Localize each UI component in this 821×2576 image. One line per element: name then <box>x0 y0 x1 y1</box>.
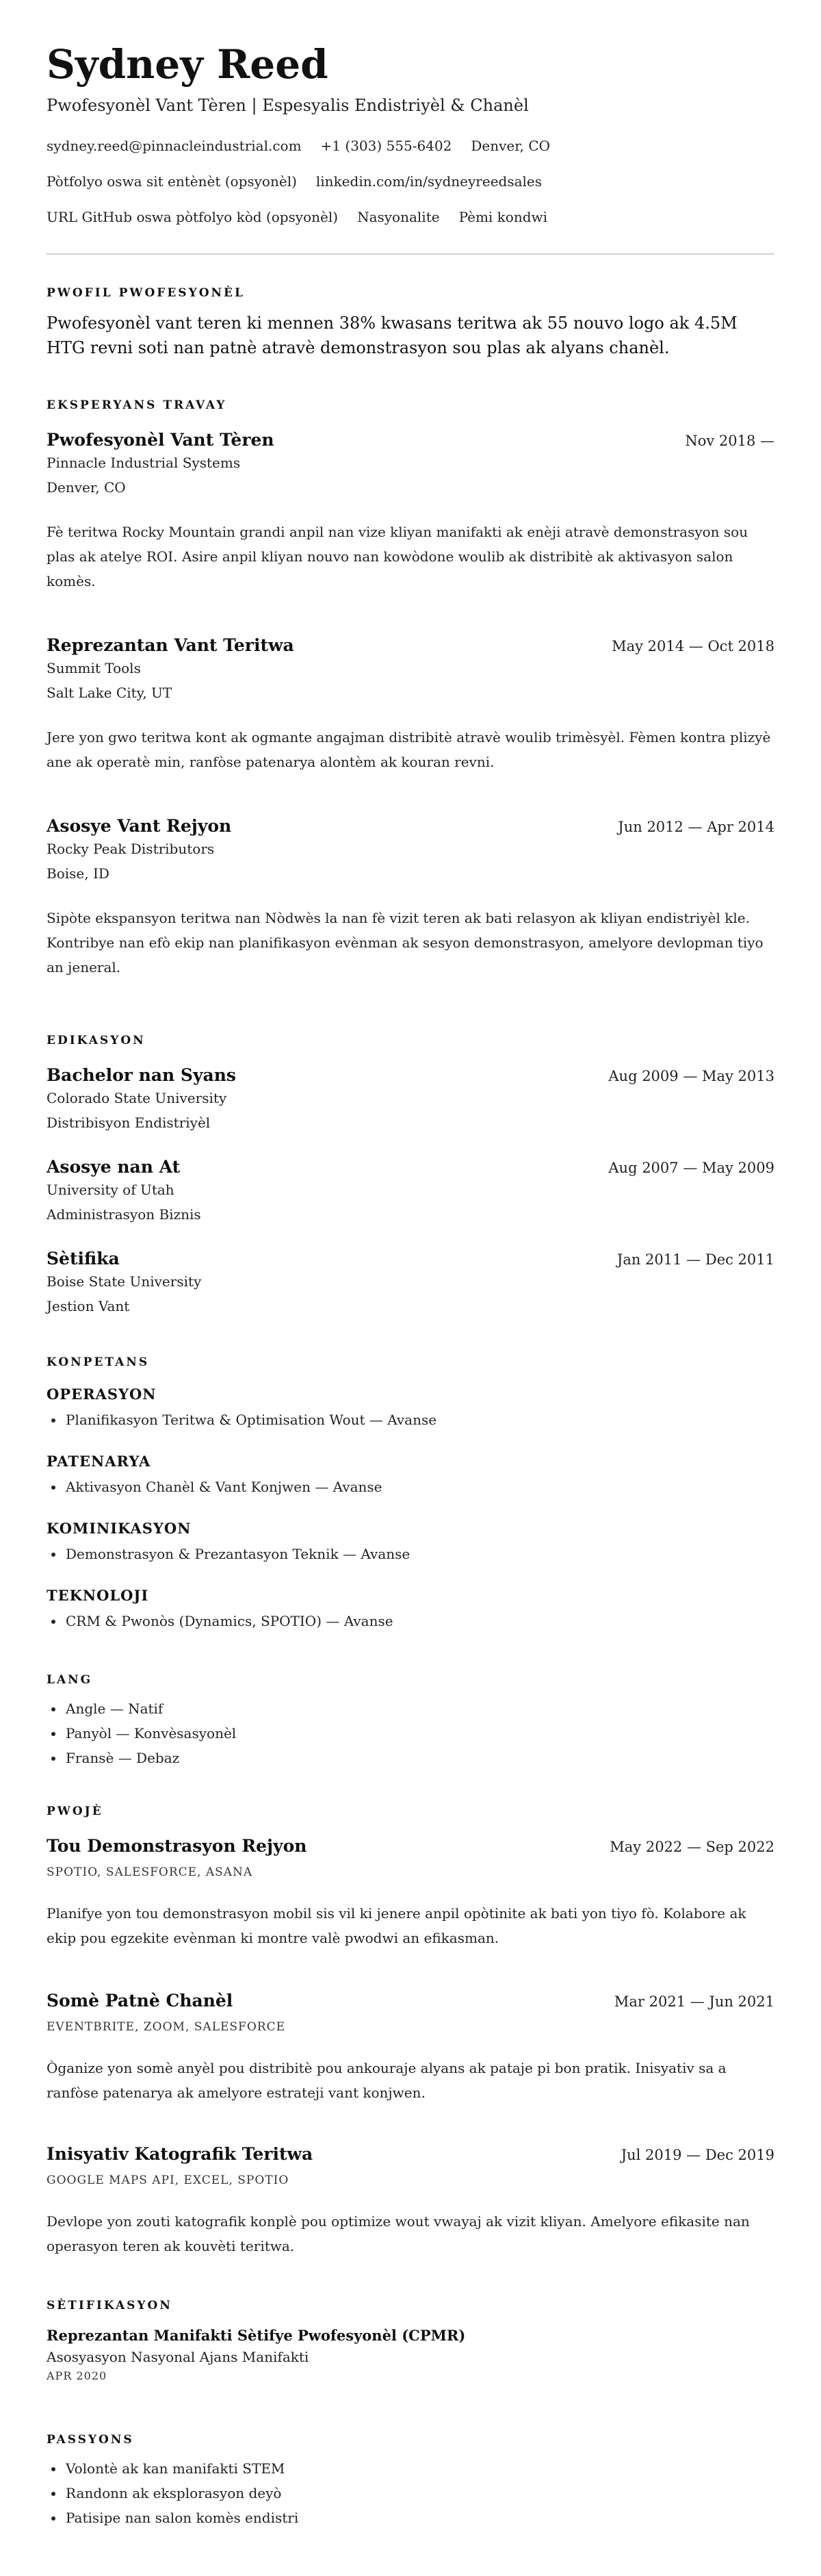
extra-info-row <box>47 207 774 227</box>
job-title: Asosye Vant Rejyon <box>47 816 232 836</box>
field-of-study: Distribisyon Endistriyèl <box>47 1114 211 1131</box>
resume-header <box>47 0 774 255</box>
skill-group-name: KOMINIKASYON <box>47 1520 192 1537</box>
links-row <box>47 171 774 192</box>
skill-group-name: PATENARYA <box>47 1453 151 1470</box>
project-description: Òganize yon somè anyèl pou distribitè pou ankouraje alyans ak pataje pi bon pratik. Inisyativ sa a ranfòse patenarya ak amelyore estrateji vant konjwen. <box>47 2060 727 2101</box>
language-item: • Panyòl — Konvèsasyonèl <box>64 1721 774 1746</box>
candidate-name: Sydney Reed <box>47 41 328 88</box>
job-date: Nov 2018 — <box>685 433 774 449</box>
contact-email[interactable]: sydney.reed@pinnacleindustrial.com <box>47 138 302 154</box>
skill-group-name: TEKNOLOJI <box>47 1587 149 1604</box>
github-link[interactable]: URL GitHub oswa pòtfolyo kòd (opsyonèl) <box>47 209 339 225</box>
education-entry <box>47 1156 774 1225</box>
job-title: Reprezantan Vant Teritwa <box>47 635 294 655</box>
skill-group <box>47 1384 774 1432</box>
contact-location: Denver, CO <box>471 138 551 154</box>
job-date: Jun 2012 — Apr 2014 <box>618 819 774 835</box>
job-title: Pwofesyonèl Vant Tèren <box>47 430 274 450</box>
section-title: LANG <box>47 1673 93 1687</box>
section-title: EKSPERYANS TRAVAY <box>47 398 227 412</box>
skill-item: • Demonstrasyon & Prezantasyon Teknik — Avanse <box>64 1542 774 1566</box>
education-section <box>47 1032 774 1049</box>
linkedin-link[interactable]: linkedin.com/in/sydneyreedsales <box>315 173 543 190</box>
project-description: Planifye yon tou demonstrasyon mobil sis vil ki jenere anpil opòtinite ak bati yon tiyo fò. Kolabore ak ekip pou egzekite evènman ki montre valè pwodwi an efikasman. <box>47 1905 746 1946</box>
job-description: Jere yon gwo teritwa kont ak ogmante angajman distribitè atravè woulib trimèsyèl. Fèmen kontra plizyè ane ak operatè min, ranfòse patenarya alontèm ak kouran revni. <box>47 729 771 770</box>
section-title: PWOJÈ <box>47 1805 103 1818</box>
job-location: Denver, CO <box>47 479 126 496</box>
summary-text: Pwofesyonèl vant teren ki mennen 38% kwasans teritwa ak 55 nouvo logo ak 4.5M HTG revni soti nan patnè atravè demonstrasyon sou plas ak alyans chanèl. <box>47 314 738 357</box>
experience-entry <box>47 815 774 980</box>
job-description: Fè teritwa Rocky Mountain grandi anpil nan vize kliyan manifakti ak enèji atravè demonstrasyon sou plas ak atelye ROI. Asire anpil kliyan nouvo nan kowòdone woulib ak distribitè ak aktivasyon salon komès. <box>47 524 748 589</box>
portfolio-link[interactable]: Pòtfolyo oswa sit entènèt (opsyonèl) <box>47 173 297 190</box>
job-company: Summit Tools <box>47 660 141 676</box>
candidate-headline: Pwofesyonèl Vant Tèren | Espesyalis Endistriyèl & Chanèl <box>47 96 529 115</box>
contact-phone[interactable]: +1 (303) 555-6402 <box>320 138 452 154</box>
header-divider <box>47 253 774 255</box>
section-title: EDIKASYON <box>47 1034 146 1047</box>
certification-org: Asosyasyon Nasyonal Ajans Manifakti <box>47 2349 309 2365</box>
projects-section <box>47 1803 774 1820</box>
certifications-section <box>47 2297 774 2385</box>
experience-entry <box>47 429 774 594</box>
project-date: May 2022 — Sep 2022 <box>610 1839 774 1855</box>
field-of-study: Administrasyon Biznis <box>47 1206 201 1223</box>
field-of-study: Jestion Vant <box>47 1298 130 1314</box>
language-item: • Angle — Natif <box>64 1696 774 1721</box>
project-date: Mar 2021 — Jun 2021 <box>614 1993 774 2010</box>
school-name: Boise State University <box>47 1273 202 1290</box>
education-entry <box>47 1064 774 1133</box>
skill-group <box>47 1518 774 1566</box>
languages-section <box>47 1672 774 1770</box>
skill-group <box>47 1585 774 1633</box>
skill-item: • Aktivasyon Chanèl & Vant Konjwen — Avanse <box>64 1475 774 1499</box>
school-name: Colorado State University <box>47 1090 227 1106</box>
degree-title: Sètifika <box>47 1249 120 1268</box>
interest-item: • Randonn ak eksplorasyon deyò <box>64 2481 774 2505</box>
project-entry <box>47 2143 774 2258</box>
interests-section <box>47 2432 774 2530</box>
project-name: Somè Patnè Chanèl <box>47 1991 233 2011</box>
summary-section <box>47 285 774 360</box>
job-company: Rocky Peak Distributors <box>47 841 215 857</box>
contact-row <box>47 136 774 156</box>
experience-entry <box>47 634 774 774</box>
job-description: Sipòte ekspansyon teritwa nan Nòdwès la nan fè vizit teren ak bati relasyon ak kliyan endistriyèl kle. Kontribye nan efò ekip nan planifikasyon evènman ak sesyon demonstrasyon, amelyore devlopman tiyo an jeneral. <box>47 910 764 975</box>
certification-date: APR 2020 <box>47 2369 107 2382</box>
project-name: Inisyativ Katografik Teritwa <box>47 2144 313 2164</box>
project-date: Jul 2019 — Dec 2019 <box>621 2147 774 2163</box>
degree-title: Asosye nan At <box>47 1157 181 1177</box>
project-tech: EVENTBRITE, ZOOM, SALESFORCE <box>47 2020 285 2034</box>
nationality-field: Nasyonalite <box>357 209 440 225</box>
section-title: SÈTIFIKASYON <box>47 2299 172 2312</box>
project-description: Devlope yon zouti katografik konplè pou optimize wout vwayaj ak vizit kliyan. Amelyore efikasite nan operasyon teren ak kouvèti teritwa. <box>47 2213 750 2254</box>
job-location: Salt Lake City, UT <box>47 685 172 701</box>
project-name: Tou Demonstrasyon Rejyon <box>47 1836 307 1856</box>
experience-section <box>47 397 774 413</box>
school-name: University of Utah <box>47 1182 174 1198</box>
education-date: Jan 2011 — Dec 2011 <box>616 1251 774 1268</box>
section-title: PWOFIL PWOFESYONÈL <box>47 286 245 300</box>
skill-group <box>47 1451 774 1499</box>
interest-item: • Patisipe nan salon komès endistri <box>64 2505 774 2530</box>
project-entry <box>47 1989 774 2105</box>
section-title: KONPETANS <box>47 1355 150 1369</box>
skill-item: • Planifikasyon Teritwa & Optimisation Wout — Avanse <box>64 1407 774 1432</box>
project-tech: GOOGLE MAPS API, EXCEL, SPOTIO <box>47 2173 289 2187</box>
job-date: May 2014 — Oct 2018 <box>612 638 774 654</box>
education-entry <box>47 1247 774 1316</box>
project-entry <box>47 1835 774 1950</box>
degree-title: Bachelor nan Syans <box>47 1065 236 1085</box>
skill-group-name: OPERASYON <box>47 1386 157 1403</box>
education-date: Aug 2007 — May 2009 <box>608 1160 774 1176</box>
interest-item: • Volontè ak kan manifakti STEM <box>64 2456 774 2481</box>
skill-item: • CRM & Pwonòs (Dynamics, SPOTIO) — Avanse <box>64 1609 774 1633</box>
job-company: Pinnacle Industrial Systems <box>47 455 241 471</box>
driving-permit-field: Pèmi kondwi <box>458 209 548 225</box>
project-tech: SPOTIO, SALESFORCE, ASANA <box>47 1865 253 1879</box>
language-item: • Fransè — Debaz <box>64 1746 774 1770</box>
section-title: PASSYONS <box>47 2433 134 2447</box>
certification-name: Reprezantan Manifakti Sètifye Pwofesyonèl (CPMR) <box>47 2327 466 2344</box>
education-date: Aug 2009 — May 2013 <box>608 1068 774 1084</box>
skills-section <box>47 1354 774 1370</box>
job-location: Boise, ID <box>47 865 109 882</box>
